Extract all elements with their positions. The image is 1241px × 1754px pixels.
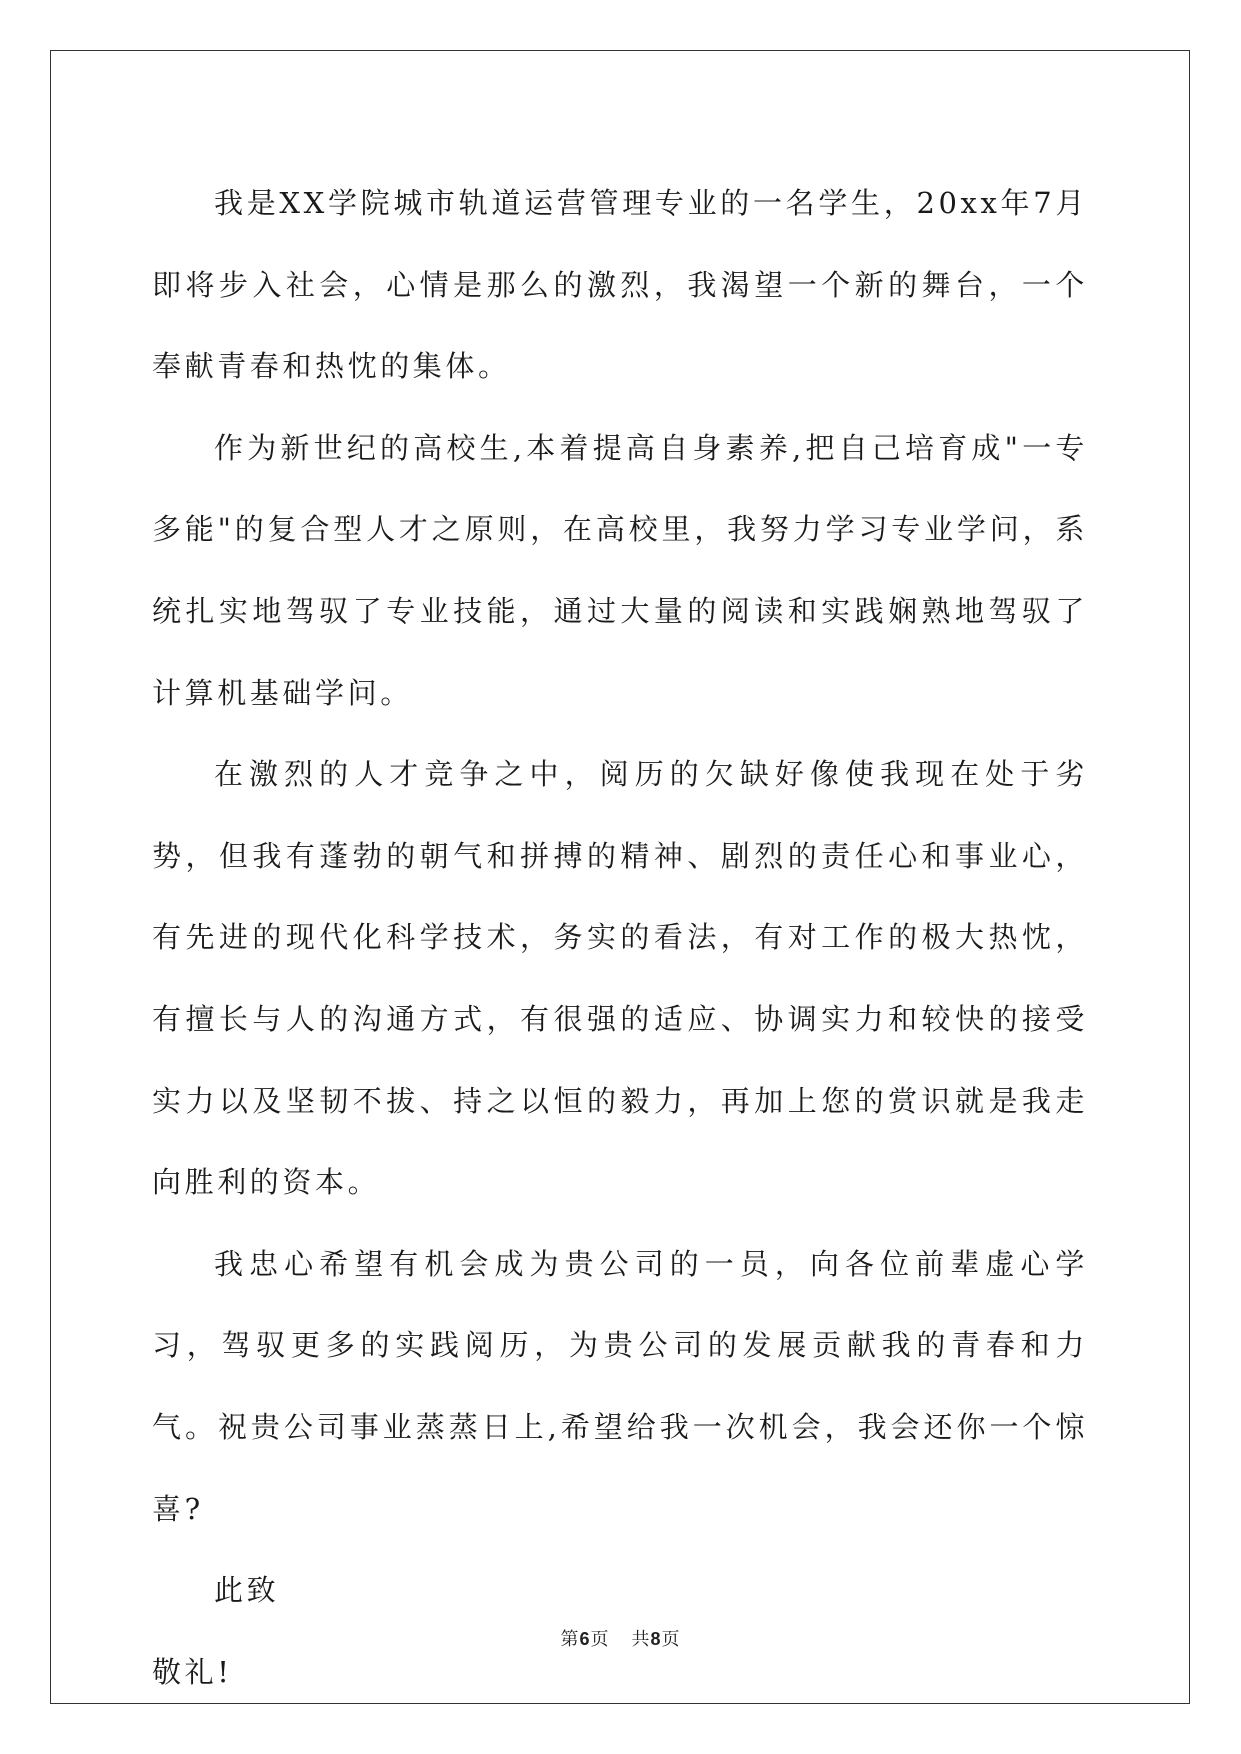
page-number: 6	[579, 1629, 591, 1649]
page-footer	[0, 1625, 1241, 1651]
total-prefix: 共	[631, 1629, 651, 1650]
paragraph-4: 我忠心希望有机会成为贵公司的一员，向各位前辈虚心学习，驾驭更多的实践阅历，为贵公司的发展贡献我的青春和力气。祝贵公司事业蒸蒸日上,希望给我一次机会，我会还你一个惊喜?	[152, 1246, 1088, 1526]
salutation-line: 敬礼!	[152, 1654, 233, 1689]
paragraph-1: 我是XX学院城市轨道运营管理专业的一名学生，20xx年7月即将步入社会，心情是那么的激烈，我渴望一个新的舞台，一个奉献青春和热忱的集体。	[152, 186, 1088, 384]
paragraph-2: 作为新世纪的高校生,本着提高自身素养,把自己培育成"一专多能"的复合型人才之原则，在高校里，我努力学习专业学问，系统扎实地驾驭了专业技能，通过大量的阅读和实践娴熟地驾驭了计算机基础学问。	[152, 430, 1088, 710]
paragraph-3: 在激烈的人才竞争之中，阅历的欠缺好像使我现在处于劣势，但我有蓬勃的朝气和拼搏的精神、剧烈的责任心和事业心，有先进的现代化科学技术，务实的看法，有对工作的极大热忱，有擅长与人的沟通方式，有很强的适应、协调实力和较快的接受实力以及坚韧不拔、持之以恒的毅力，再加上您的赏识就是我走向胜利的资本。	[152, 757, 1088, 1200]
letter-body	[152, 163, 1088, 1713]
closing-line: 此致	[214, 1573, 280, 1608]
page-suffix: 页	[590, 1629, 610, 1650]
page-prefix: 第	[560, 1629, 580, 1650]
total-suffix: 页	[661, 1629, 681, 1650]
total-pages: 8	[650, 1629, 662, 1649]
